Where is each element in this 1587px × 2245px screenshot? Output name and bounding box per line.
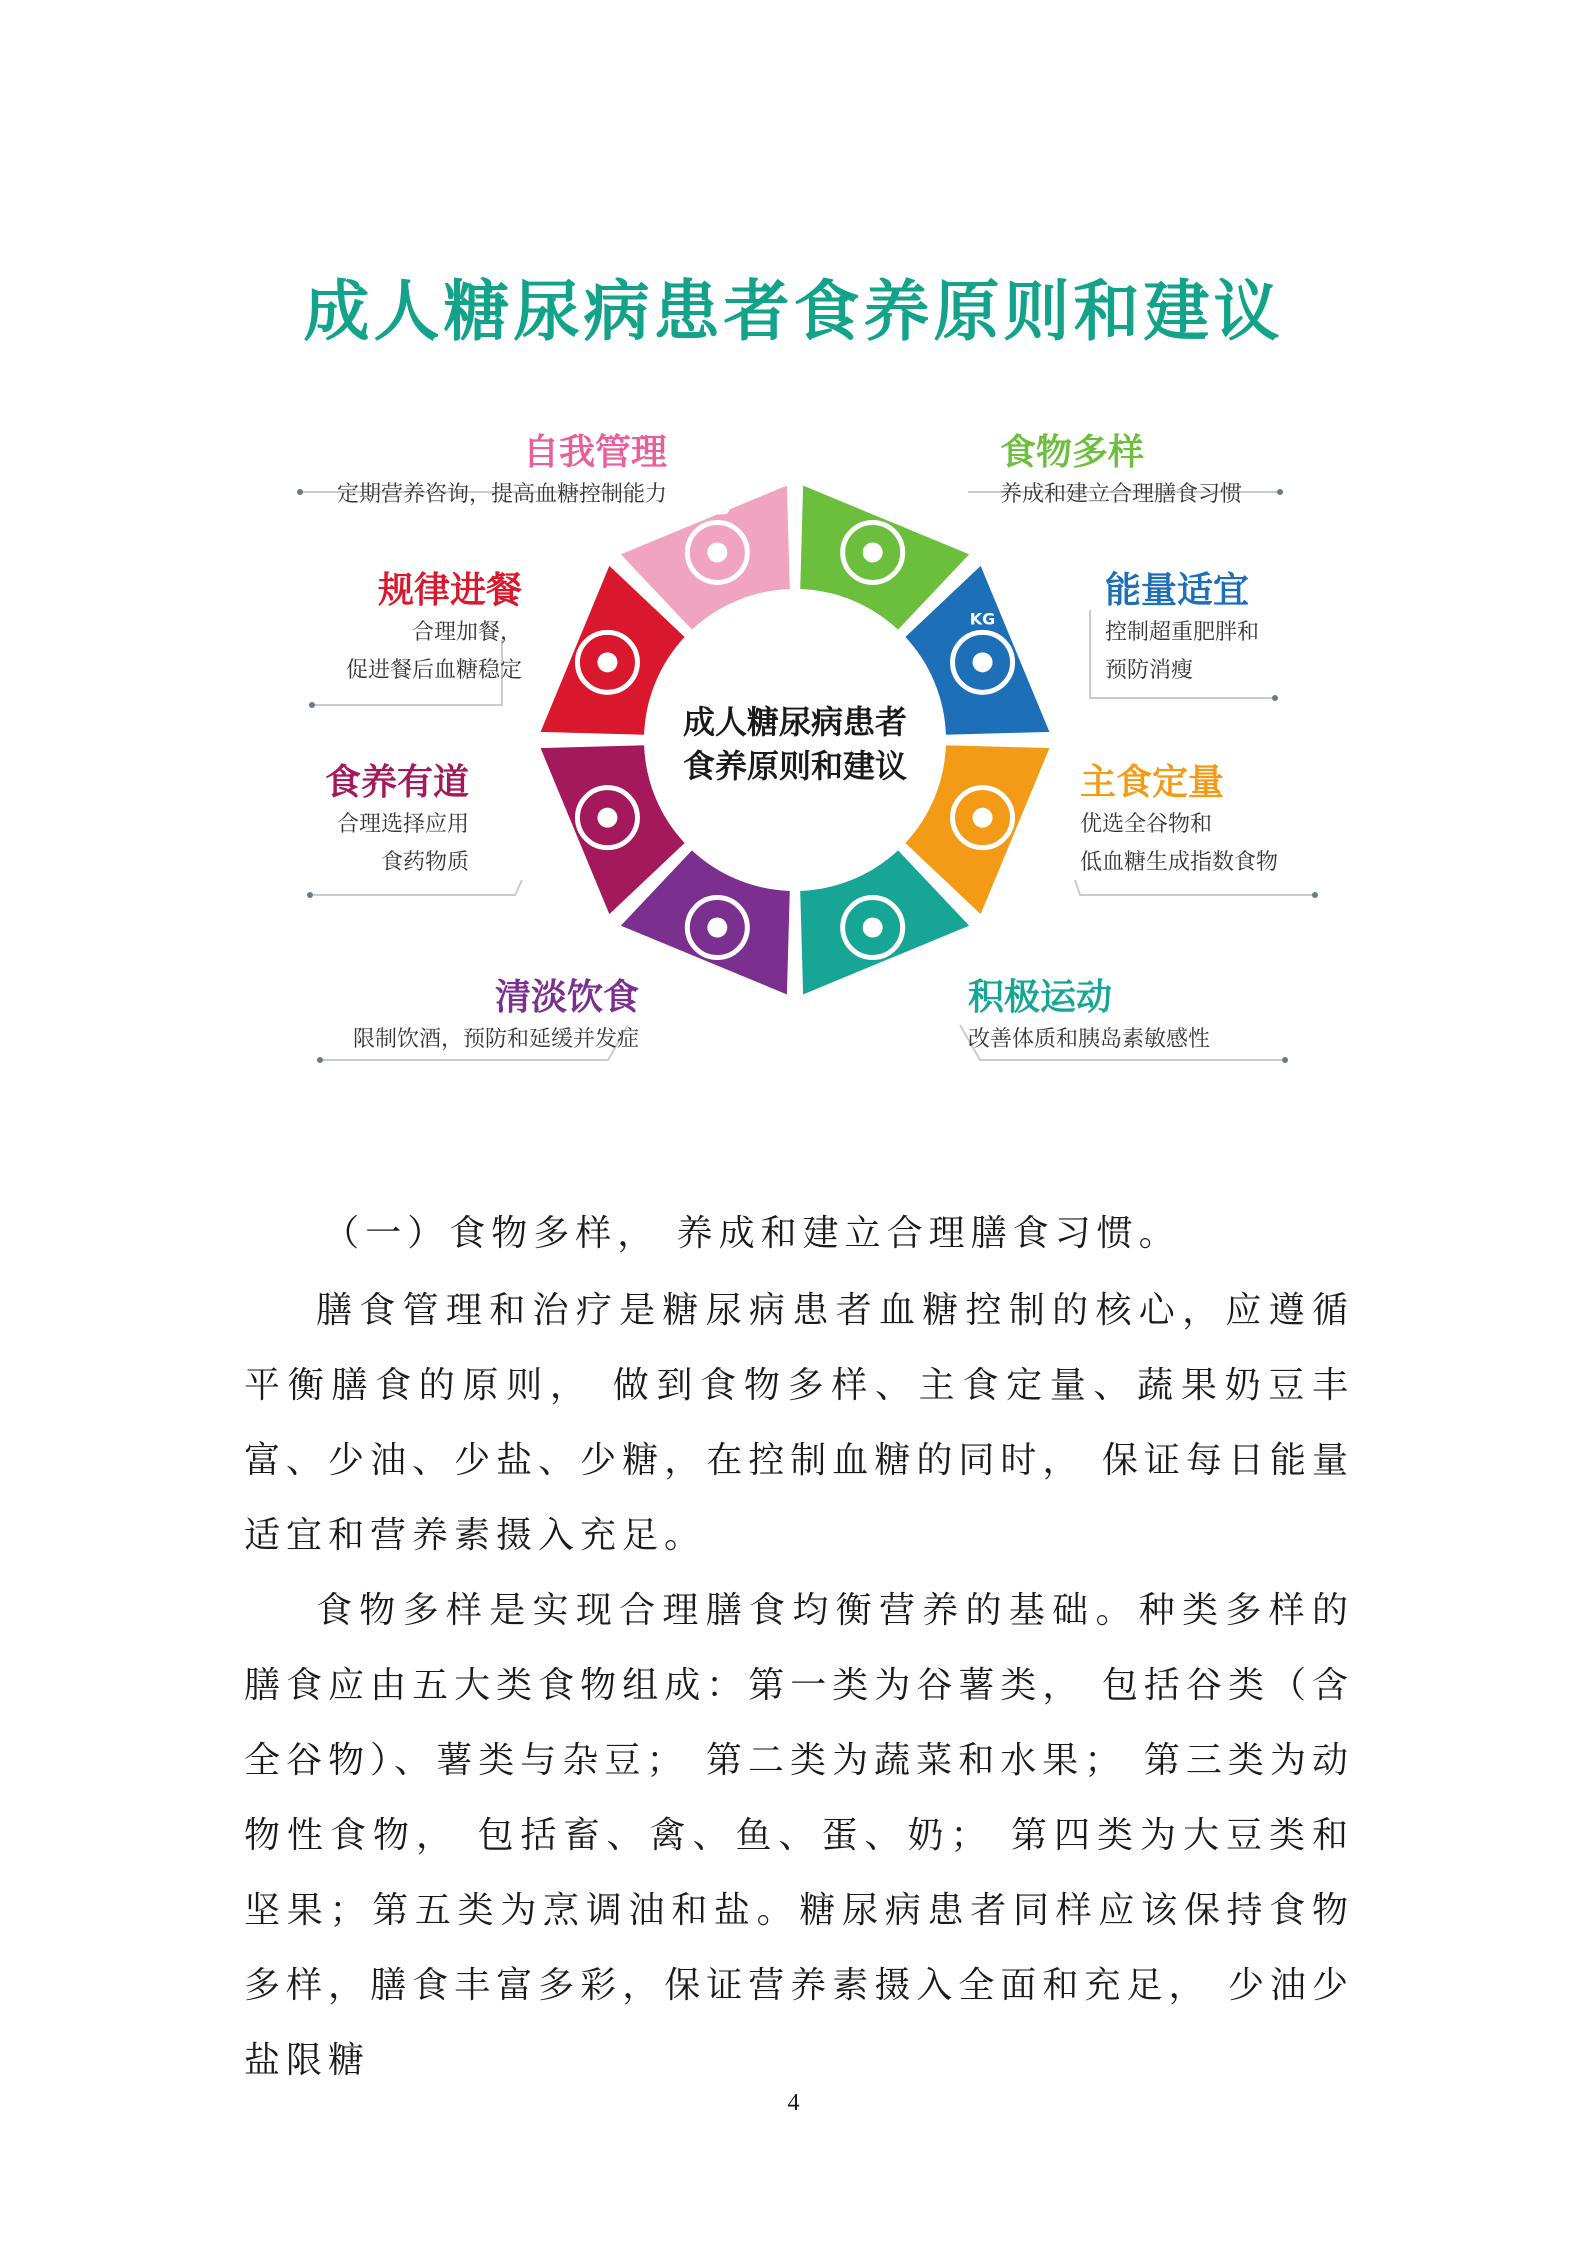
label-desc: 低血糖生成指数食物	[1080, 850, 1279, 875]
label-desc: 定期营养咨询，提高血糖控制能力	[336, 482, 667, 507]
infographic-title: 成人糖尿病患者食养原则和建议	[303, 273, 1284, 350]
leader-line	[1075, 880, 1315, 895]
leader-dot	[307, 892, 313, 898]
leader-dot	[1312, 892, 1318, 898]
leader-dot	[1282, 1057, 1288, 1063]
wheel-center-label	[655, 700, 935, 788]
article-body	[244, 1196, 1354, 2098]
label-light-diet	[353, 975, 639, 1059]
leader-line	[310, 880, 522, 895]
leader-dot	[309, 702, 315, 708]
center-label-line2: 食养原则和建议	[682, 747, 907, 785]
paragraph: 食物多样是实现合理膳食均衡营养的基础。种类多样的膳食应由五大类食物组成：第一类为谷薯类， 包括谷类（含全谷物）、薯类与杂豆； 第二类为蔬菜和水果； 第三类为动物性食物， 包括畜、禽、鱼、蛋、奶； 第四类为大豆类和坚果；第五类为烹调油和盐。糖尿病患者同样应该保持食物多样，膳食丰富多彩，保证营养素摄入全面和充足， 少油少盐限糖	[244, 1590, 1354, 2081]
label-staple-food	[1080, 760, 1278, 882]
paragraph: 膳食管理和治疗是糖尿病患者血糖控制的核心，应遵循平衡膳食的原则， 做到食物多样、主食定量、蔬果奶豆丰富、少油、少盐、少糖，在控制血糖的同时， 保证每日能量适宜和营养素摄入充足。	[244, 1290, 1354, 1556]
label-desc: 限制饮酒，预防和延缓并发症	[352, 1027, 639, 1052]
section-heading: （一）食物多样， 养成和建立合理膳食习惯。	[323, 1213, 1181, 1254]
nutrition-principles-wheel	[0, 0, 1587, 1100]
label-energy	[1105, 568, 1259, 690]
svg-text:KG: KG	[969, 609, 996, 629]
label-desc: 食药物质	[380, 850, 469, 875]
label-title: 规律进餐	[377, 570, 522, 611]
label-title: 主食定量	[1080, 762, 1225, 803]
label-desc: 合理选择应用	[336, 812, 469, 837]
leader-dot	[1277, 489, 1283, 495]
label-desc: 预防消瘦	[1105, 658, 1194, 683]
label-title: 自我管理	[522, 432, 667, 473]
svg-text:RD: RD	[704, 499, 731, 519]
label-desc: 合理加餐，	[411, 620, 522, 645]
label-desc: 优选全谷物和	[1080, 812, 1213, 837]
label-desc: 养成和建立合理膳食习惯	[1000, 482, 1243, 507]
leader-dot	[297, 489, 303, 495]
label-title: 食养有道	[324, 762, 469, 803]
label-title: 清淡饮食	[494, 977, 639, 1018]
label-desc: 促进餐后血糖稳定	[345, 658, 522, 683]
label-regular-meals	[346, 568, 522, 690]
leader-dot	[317, 1057, 323, 1063]
label-title: 积极运动	[968, 977, 1113, 1018]
label-desc: 改善体质和胰岛素敏感性	[968, 1027, 1211, 1052]
leader-dot	[1272, 695, 1278, 701]
label-self-management	[337, 430, 667, 514]
label-food-medicine	[325, 760, 469, 882]
label-title: 能量适宜	[1105, 570, 1250, 611]
label-title: 食物多样	[1000, 432, 1145, 473]
page-number: 4	[787, 2090, 800, 2116]
center-label-line1: 成人糖尿病患者	[682, 703, 907, 741]
label-exercise	[968, 975, 1210, 1059]
wheel-graphic	[0, 0, 1587, 1100]
label-food-variety	[1000, 430, 1242, 514]
label-desc: 控制超重肥胖和	[1105, 620, 1260, 645]
